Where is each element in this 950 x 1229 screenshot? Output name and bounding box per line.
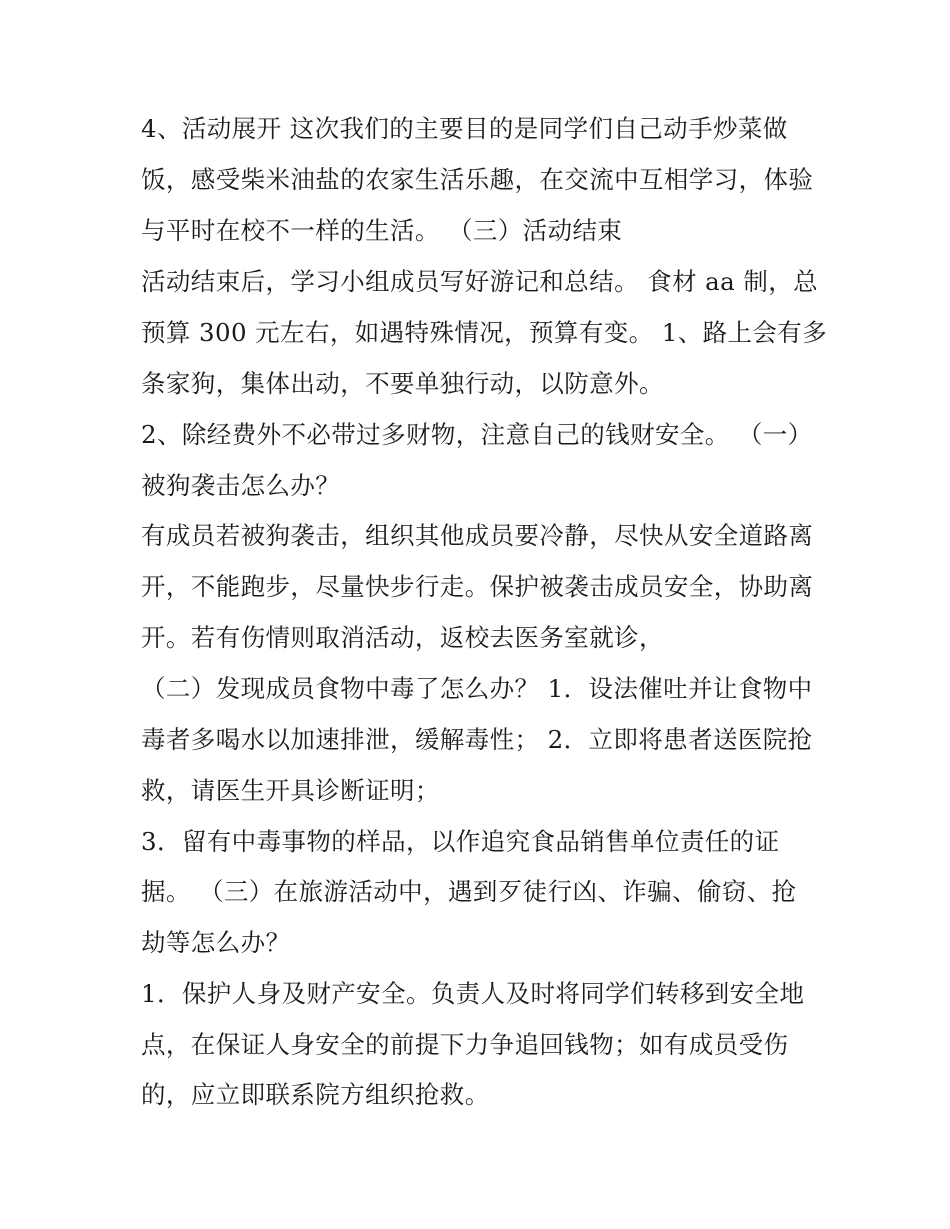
text-line: 活动结束后，学习小组成员写好游记和总结。 食材 aa 制，总 <box>141 267 819 296</box>
text-line: 饭，感受柴米油盐的农家生活乐趣，在交流中互相学习，体验 <box>141 165 814 194</box>
text-line: 被狗袭击怎么办？ <box>141 471 341 500</box>
text-line: 救，请医生开具诊断证明； <box>141 776 440 805</box>
text-line: （二）发现成员食物中毒了怎么办？ 1．设法催吐并让食物中 <box>141 674 813 703</box>
text-line: 据。 （三）在旅游活动中，遇到歹徒行凶、诈骗、偷窃、抢 <box>141 877 797 906</box>
text-line: 与平时在校不一样的生活。 （三）活动结束 <box>141 216 623 245</box>
text-line: 预算 300 元左右，如遇特殊情况，预算有变。 1、路上会有多 <box>141 318 828 347</box>
text-line: 2、除经费外不必带过多财物，注意自己的钱财安全。 （一） <box>141 420 813 449</box>
text-line: 开。若有伤情则取消活动，返校去医务室就诊， <box>141 623 664 652</box>
text-line: 3．留有中毒事物的样品，以作追究食品销售单位责任的证 <box>141 827 780 856</box>
text-line: 毒者多喝水以加速排泄，缓解毒性； 2．立即将患者送医院抢 <box>141 725 813 754</box>
text-line: 的，应立即联系院方组织抢救。 <box>141 1080 490 1109</box>
text-line: 开，不能跑步，尽量快步行走。保护被袭击成员安全，协助离 <box>141 572 814 601</box>
text-line: 条家狗，集体出动，不要单独行动，以防意外。 <box>141 369 664 398</box>
text-line: 有成员若被狗袭击，组织其他成员要冷静，尽快从安全道路离 <box>141 521 814 550</box>
text-line: 1．保护人身及财产安全。负责人及时将同学们转移到安全地 <box>141 979 805 1008</box>
text-line: 劫等怎么办？ <box>141 928 291 957</box>
text-line: 点，在保证人身安全的前提下力争追回钱物；如有成员受伤 <box>141 1030 789 1059</box>
text-line: 4、活动展开 这次我们的主要目的是同学们自己动手炒菜做 <box>141 114 788 143</box>
